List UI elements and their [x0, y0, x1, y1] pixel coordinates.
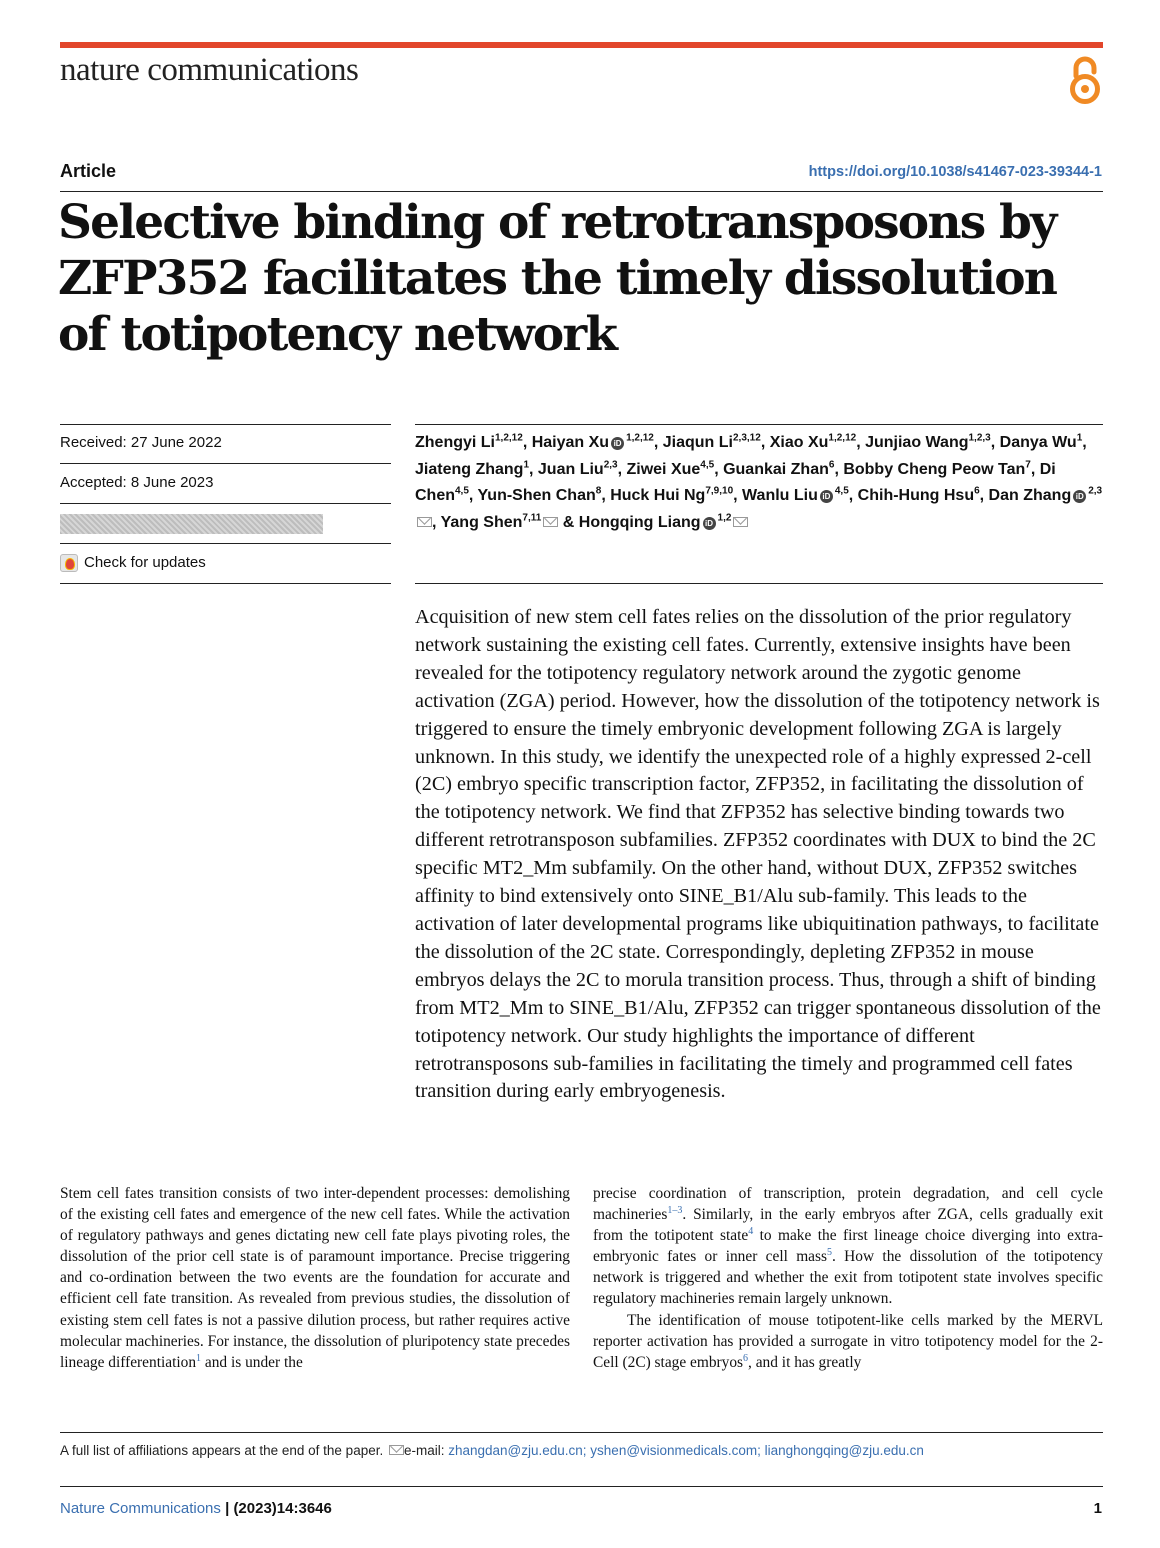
- author[interactable]: [626, 461, 714, 478]
- author-name: Yang Shen: [440, 513, 523, 531]
- authors-rule: [415, 583, 1103, 584]
- author-separator: &: [558, 513, 579, 531]
- author-affiliation: 1: [523, 459, 530, 471]
- author-name: Jiaqun Li: [662, 434, 733, 451]
- author-affiliation: 6: [974, 485, 980, 497]
- author-name: Huck Hui Ng: [610, 487, 706, 504]
- author-separator: ,: [848, 487, 858, 504]
- author-separator: ,: [834, 460, 844, 478]
- body-text: . How the dissolution of the totipotency network is triggered and whether the exit from totipotent state involves specific regulatory machineries remain largely unknown.: [593, 1248, 1103, 1308]
- footer-rule: [60, 1486, 1103, 1487]
- author[interactable]: [478, 487, 602, 504]
- body-column-1: [60, 1183, 570, 1373]
- orcid-icon[interactable]: iD: [820, 490, 833, 503]
- meta-rule: [60, 543, 391, 544]
- article-title: Selective binding of retrotransposons by ZFP352 facilitates the timely dissolution of totipotency network: [58, 195, 1057, 362]
- orcid-icon[interactable]: iD: [1073, 490, 1086, 503]
- author-affiliation: 2,3: [1088, 485, 1103, 497]
- email-icon: [389, 1445, 404, 1455]
- redacted-block: [60, 514, 323, 534]
- author-separator: ,: [979, 487, 989, 504]
- accepted-date: Accepted: 8 June 2023: [60, 474, 214, 491]
- author-affiliation: 2,3,12: [733, 432, 761, 444]
- email-icon[interactable]: [733, 517, 748, 527]
- orcid-icon[interactable]: iD: [611, 437, 624, 450]
- article-type: Article: [60, 161, 117, 181]
- author-separator: ,: [1030, 460, 1040, 478]
- author-name: Yun-Shen Chan: [477, 487, 596, 504]
- doi-link[interactable]: https://doi.org/10.1038/s41467-023-39344-1: [808, 164, 1102, 180]
- author-affiliation: 1,2,12: [828, 432, 857, 444]
- author-name: Chih-Hung Hsu: [857, 487, 975, 504]
- author-separator: ,: [529, 460, 538, 478]
- author[interactable]: [415, 461, 529, 478]
- body-text: Stem cell fates transition consists of two inter-dependent processes: demolishing of the existing cell fates and emergence of the new cell fates. While the activation of regulatory pathways and genes dictating new cell fate plays pivoting roles, the dissolution of the prior cell state is of paramount importance. Precise triggering and co-ordination between the two events are the foundation for accurate and efficient cell fate transition. As revealed from previous studies, the dissolution of existing stem cell fates is not a passive dilution process, but rather requires active molecular machineries. For instance, the dissolution of pluripotency state precedes lineage differentiation: [60, 1185, 570, 1371]
- author-affiliation: 8: [595, 485, 602, 497]
- author-separator: ,: [653, 434, 663, 451]
- body-text: and is under the: [201, 1353, 303, 1371]
- author-list: [415, 430, 1105, 536]
- body-text: . Similarly, in the early embryos after ZGA, cells gradually exit from the totipotent state: [593, 1206, 1103, 1245]
- authors-rule: [415, 424, 1103, 425]
- author-affiliation: 4,5: [834, 485, 849, 497]
- author-separator: ,: [733, 487, 743, 504]
- author-affiliation: 1,2: [717, 512, 732, 524]
- check-for-updates-link[interactable]: Check for updates: [84, 554, 206, 571]
- author-name: Jiateng Zhang: [415, 460, 524, 478]
- citation-link[interactable]: 5: [826, 1247, 832, 1259]
- author-affiliation: 4,5: [700, 459, 715, 471]
- author-separator: ,: [760, 434, 770, 451]
- author-separator: ,: [856, 434, 866, 451]
- footer-citation: [60, 1500, 332, 1517]
- affiliations-note: A full list of affiliations appears at the end of the paper.: [60, 1443, 384, 1458]
- author-name: Haiyan Xu: [531, 434, 610, 451]
- author-affiliation: 1,2,12: [626, 432, 654, 444]
- author-separator: ,: [432, 513, 441, 531]
- author-affiliation: 1,2,12: [495, 432, 523, 444]
- author-separator: ,: [617, 460, 627, 478]
- body-text: The identification of mouse totipotent-like cells marked by the MERVL reporter activation has provided a surrogate in vitro totipotency model for the 2-Cell (2C) stage embryos: [593, 1311, 1103, 1371]
- author[interactable]: [742, 487, 849, 504]
- author-affiliation: 7,11: [522, 512, 542, 524]
- author[interactable]: [538, 461, 618, 478]
- meta-rule: [60, 424, 391, 425]
- author-separator: ,: [714, 460, 724, 478]
- author-name: Junjiao Wang: [865, 434, 969, 451]
- citation-link[interactable]: 1: [196, 1352, 202, 1364]
- email-links[interactable]: zhangdan@zju.edu.cn; yshen@visionmedicals.com; lianghongqing@zju.edu.cn: [448, 1443, 924, 1458]
- author[interactable]: [865, 434, 991, 451]
- author[interactable]: [843, 461, 1031, 478]
- author-affiliation: 7,9,10: [705, 485, 734, 497]
- author-affiliation: 4,5: [455, 485, 469, 497]
- author-name: Dan Zhang: [988, 487, 1072, 504]
- author-affiliation: 6: [828, 459, 835, 471]
- journal-name: nature communications: [60, 52, 359, 88]
- author-separator: ,: [522, 434, 532, 451]
- meta-rule: [60, 583, 391, 584]
- author[interactable]: [858, 487, 980, 504]
- author-separator: ,: [468, 487, 478, 504]
- author-affiliation: 2,3: [603, 459, 618, 471]
- citation-link[interactable]: 6: [743, 1352, 749, 1364]
- open-access-icon: [1068, 54, 1102, 106]
- orcid-icon[interactable]: iD: [703, 517, 716, 530]
- author-name: Ziwei Xue: [626, 460, 701, 478]
- author-name: Xiao Xu: [769, 434, 829, 451]
- author[interactable]: [1000, 434, 1083, 451]
- body-text: to make the first lineage choice diverging into extra-embryonic fates or inner cell mass: [593, 1227, 1103, 1266]
- author[interactable]: [663, 434, 761, 451]
- meta-rule: [60, 463, 391, 464]
- author[interactable]: [770, 434, 857, 451]
- author-name: Bobby Cheng Peow Tan: [843, 460, 1026, 478]
- email-icon[interactable]: [417, 517, 432, 527]
- header-accent-bar: [60, 42, 1103, 48]
- email-icon[interactable]: [543, 517, 558, 527]
- author-affiliation: 1: [1076, 432, 1083, 444]
- footnote-rule: [60, 1432, 1103, 1433]
- author[interactable]: [532, 434, 654, 451]
- author-name: Juan Liu: [537, 460, 604, 478]
- header-rule: [60, 191, 1103, 192]
- author-name: Guankai Zhan: [723, 460, 829, 478]
- body-text: , and it has greatly: [748, 1353, 862, 1371]
- email-label: e-mail:: [403, 1443, 449, 1458]
- footer-journal[interactable]: Nature Communications: [60, 1500, 221, 1517]
- abstract: Acquisition of new stem cell fates relies on the dissolution of the prior regulatory network sustaining the existing cell fates. Currently, extensive insights have been revealed for the totipotency regulatory network around the zygotic genome activation (ZGA) period. However, how the dissolution of the totipotency network is triggered to ensure the timely embryonic development following ZGA is largely unknown. In this study, we identify the unexpected role of a highly expressed 2-cell (2C) embryo specific transcription factor, ZFP352, in facilitating the dissolution of the totipotency network. We find that ZFP352 has selective binding towards two different retrotransposon subfamilies. ZFP352 coordinates with DUX to bind the 2C specific MT2_Mm subfamily. On the other hand, without DUX, ZFP352 switches affinity to bind extensively onto SINE_B1/Alu sub-family. This leads to the activation of later developmental programs like ubiquitination pathways, to facilitate the dissolution of the 2C state. Correspondingly, depleting ZFP352 in mouse embryos delays the 2C to morula transition process. Thus, through a shift of binding from MT2_Mm to SINE_B1/Alu, ZFP352 can trigger spontaneous dissolution of the totipotency network. Our study highlights the importance of different retrotransposons sub-families in facilitating the timely and programmed cell fates transition during early embryogenesis.: [415, 606, 1101, 1103]
- author-name: Wanlu Liu: [742, 487, 818, 504]
- author-separator: ,: [1082, 434, 1087, 451]
- author-name: Hongqing Liang: [578, 513, 701, 531]
- author[interactable]: [441, 514, 559, 531]
- page-number: 1: [1093, 1500, 1102, 1517]
- body-text: precise coordination of transcription, protein degradation, and cell cycle machineries: [593, 1185, 1103, 1224]
- citation-link[interactable]: 1–3: [667, 1204, 683, 1216]
- citation-link[interactable]: 4: [748, 1226, 754, 1238]
- author-separator: ,: [990, 434, 1000, 451]
- affiliations-footnote: [60, 1443, 924, 1458]
- author-name: Di Chen: [415, 460, 1056, 504]
- received-date: Received: 27 June 2022: [60, 434, 222, 451]
- author-affiliation: 7: [1025, 459, 1031, 471]
- author[interactable]: [610, 487, 733, 504]
- check-for-updates-icon[interactable]: [60, 554, 78, 572]
- author-separator: ,: [601, 487, 611, 504]
- body-column-2: [593, 1183, 1103, 1373]
- author[interactable]: [723, 461, 834, 478]
- meta-rule: [60, 503, 391, 504]
- author-name: Zhengyi Li: [415, 434, 495, 451]
- author-name: Danya Wu: [999, 434, 1077, 451]
- author-affiliation: 1,2,3: [968, 432, 991, 444]
- author[interactable]: [415, 434, 523, 451]
- footer-volume: | (2023)14:3646: [220, 1500, 332, 1517]
- author[interactable]: [579, 514, 749, 531]
